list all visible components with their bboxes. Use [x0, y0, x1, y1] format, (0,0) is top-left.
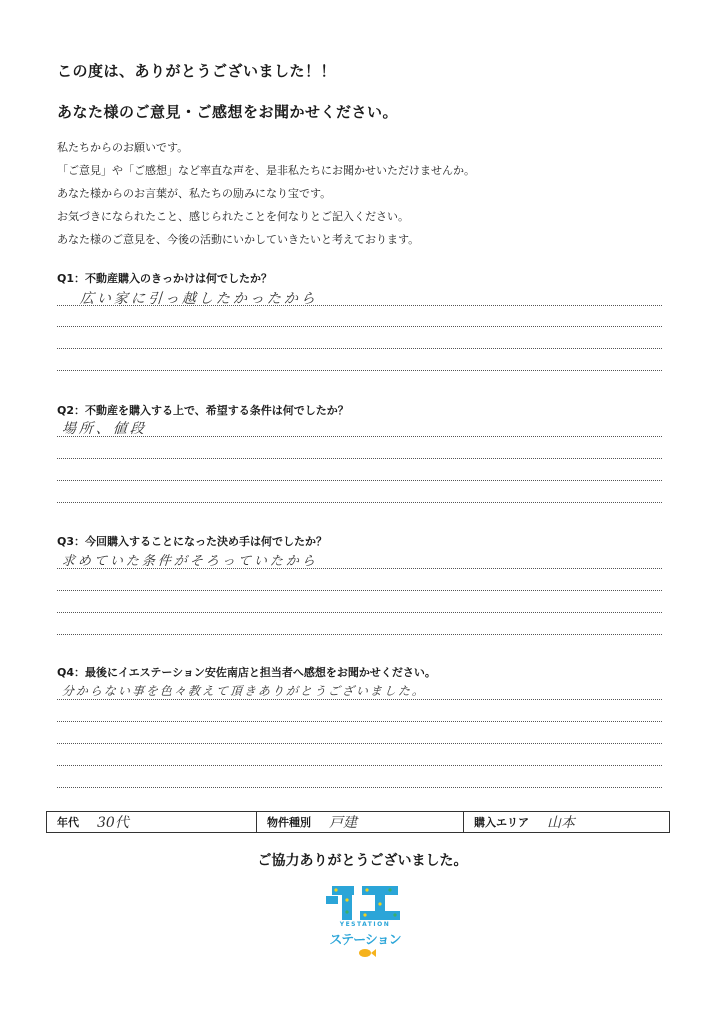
info-table [46, 811, 670, 833]
logo-mark-icon [320, 880, 410, 960]
answer-1: 広い家に引っ越したかったから [79, 291, 319, 307]
property-type-value: 戸建 [329, 815, 357, 831]
answer-3: 求めていた条件がそろっていたから [61, 554, 319, 569]
answer-line [57, 743, 662, 744]
answer-line [57, 458, 662, 459]
answer-line [57, 480, 662, 481]
page-title: この度は、ありがとうございました！！ [57, 62, 337, 80]
intro-line: 私たちからのお願いです。 [57, 141, 189, 154]
answer-line [57, 590, 662, 591]
answer-line [57, 436, 662, 437]
answer-line [57, 634, 662, 635]
question-3: Q3：今回購入することになった決め手は何でしたか？ [57, 535, 328, 548]
answer-line [57, 787, 662, 788]
question-4: Q4：最後にイエステーション安佐南店と担当者へ感想をお聞かせください。 [57, 666, 436, 679]
page-subtitle: あなた様のご意見・ご感想をお聞かせください。 [57, 103, 399, 121]
answer-line [57, 370, 662, 371]
age-value: 30代 [97, 815, 129, 831]
intro-line: あなた様からのお言葉が、私たちの励みになり宝です。 [57, 187, 332, 200]
answer-line [57, 305, 662, 306]
yestation-logo [320, 880, 410, 960]
question-2: Q2：不動産を購入する上で、希望する条件は何でしたか？ [57, 404, 349, 417]
age-label: 年代 [57, 816, 79, 829]
answer-line [57, 348, 662, 349]
purchase-area-label: 購入エリア [474, 816, 529, 829]
answer-line [57, 568, 662, 569]
intro-text [57, 136, 475, 251]
answer-4: 分からない事を色々教えて頂きありがとうございました。 [61, 684, 427, 698]
answer-line [57, 612, 662, 613]
purchase-area-cell [464, 812, 669, 832]
logo-subtext: YESTATION [339, 921, 391, 928]
logo-main-text: ステーション [329, 933, 401, 948]
question-1: Q1：不動産購入のきっかけは何でしたか？ [57, 272, 273, 285]
purchase-area-value: 山本 [547, 815, 575, 831]
answer-line [57, 765, 662, 766]
intro-line: お気づきになられたこと、感じられたことを何なりとご記入ください。 [57, 210, 409, 223]
property-type-label: 物件種別 [267, 816, 311, 829]
answer-line [57, 326, 662, 327]
answer-line [57, 699, 662, 700]
closing-message: ご協力ありがとうございました。 [257, 853, 468, 869]
answer-line [57, 721, 662, 722]
intro-line: あなた様のご意見を、今後の活動にいかしていきたいと考えております。 [57, 233, 420, 246]
age-cell [47, 812, 257, 832]
answer-line [57, 502, 662, 503]
property-type-cell [257, 812, 464, 832]
answer-2: 場所、値段 [61, 421, 148, 437]
intro-line: 「ご意見」や「ご感想」など率直な声を、是非私たちにお聞かせいただけませんか。 [57, 164, 475, 177]
